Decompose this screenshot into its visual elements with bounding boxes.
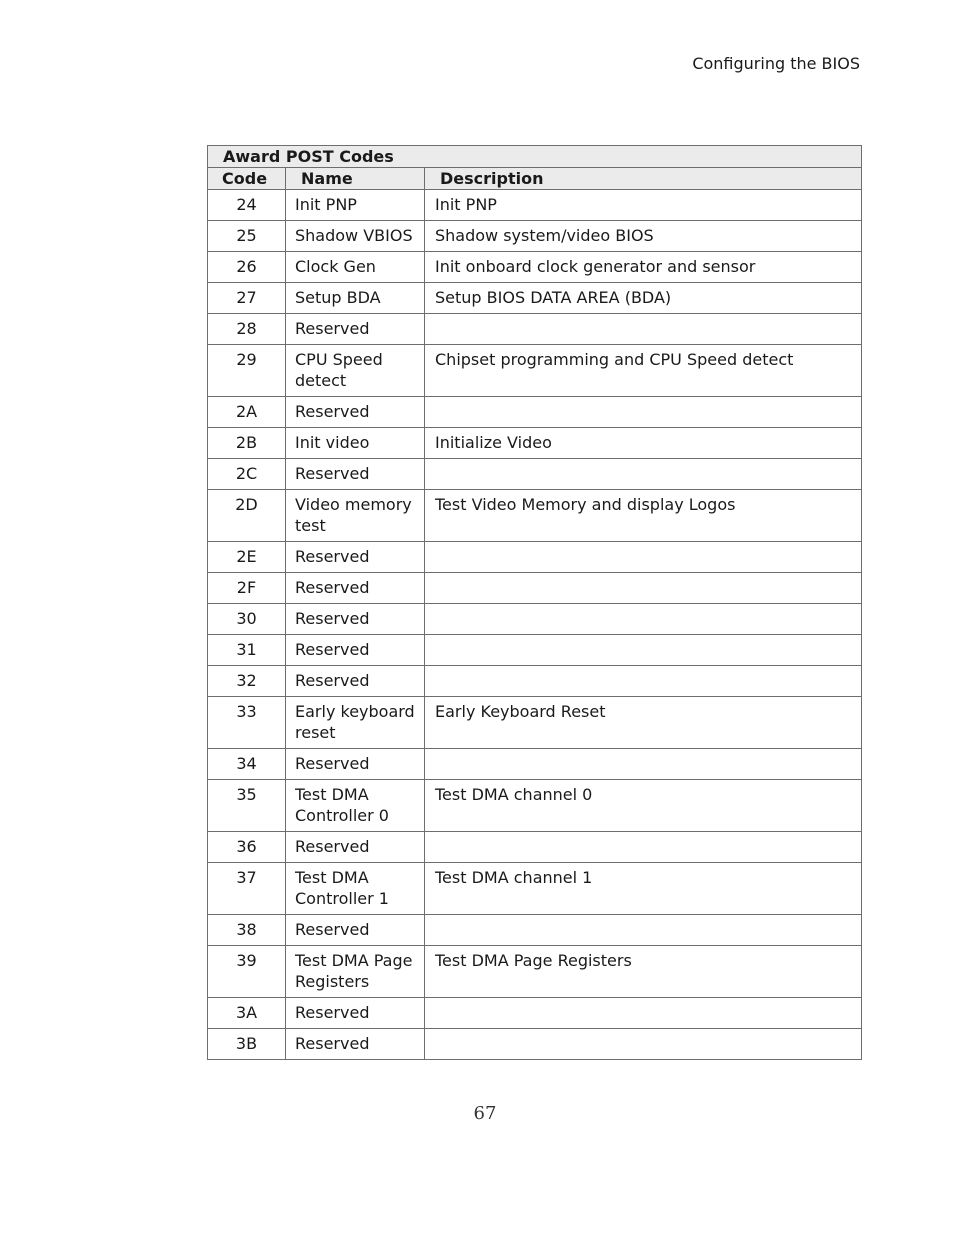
name-cell: Reserved <box>286 1029 425 1060</box>
code-cell: 34 <box>208 749 286 780</box>
name-cell: Test DMA Page Registers <box>286 946 425 998</box>
description-cell <box>425 604 862 635</box>
table-row <box>208 832 862 863</box>
code-cell: 2E <box>208 542 286 573</box>
description-cell: Init PNP <box>425 190 862 221</box>
table-row <box>208 490 862 542</box>
name-cell: Test DMA Controller 1 <box>286 863 425 915</box>
description-cell: Setup BIOS DATA AREA (BDA) <box>425 283 862 314</box>
name-cell: Reserved <box>286 666 425 697</box>
table-row <box>208 221 862 252</box>
name-cell: Early keyboard reset <box>286 697 425 749</box>
code-cell: 32 <box>208 666 286 697</box>
name-cell: Reserved <box>286 832 425 863</box>
description-cell: Initialize Video <box>425 428 862 459</box>
name-cell: Reserved <box>286 998 425 1029</box>
description-cell <box>425 749 862 780</box>
description-cell: Chipset programming and CPU Speed detect <box>425 345 862 397</box>
name-cell: Reserved <box>286 459 425 490</box>
running-header: Configuring the BIOS <box>692 54 860 73</box>
code-cell: 26 <box>208 252 286 283</box>
table-row <box>208 635 862 666</box>
description-cell <box>425 1029 862 1060</box>
table-row <box>208 397 862 428</box>
code-cell: 2F <box>208 573 286 604</box>
code-cell: 2B <box>208 428 286 459</box>
table-row <box>208 283 862 314</box>
code-cell: 28 <box>208 314 286 345</box>
column-header-code: Code <box>208 168 286 190</box>
description-cell <box>425 542 862 573</box>
description-cell: Shadow system/video BIOS <box>425 221 862 252</box>
name-cell: Test DMA Controller 0 <box>286 780 425 832</box>
page-number: 67 <box>473 1103 497 1124</box>
description-cell <box>425 666 862 697</box>
table-row <box>208 542 862 573</box>
code-cell: 2C <box>208 459 286 490</box>
table-row <box>208 749 862 780</box>
code-cell: 2A <box>208 397 286 428</box>
table-row <box>208 1029 862 1060</box>
table-row <box>208 314 862 345</box>
description-cell: Test Video Memory and display Logos <box>425 490 862 542</box>
description-cell: Test DMA Page Registers <box>425 946 862 998</box>
table-row <box>208 915 862 946</box>
code-cell: 35 <box>208 780 286 832</box>
table-row <box>208 780 862 832</box>
table-row <box>208 428 862 459</box>
code-cell: 3A <box>208 998 286 1029</box>
code-cell: 31 <box>208 635 286 666</box>
name-cell: Reserved <box>286 635 425 666</box>
table-row <box>208 604 862 635</box>
table-row <box>208 190 862 221</box>
description-cell <box>425 459 862 490</box>
column-header-name: Name <box>286 168 425 190</box>
table-row <box>208 697 862 749</box>
name-cell: Init PNP <box>286 190 425 221</box>
table-row <box>208 946 862 998</box>
description-cell: Test DMA channel 1 <box>425 863 862 915</box>
description-cell <box>425 832 862 863</box>
name-cell: Init video <box>286 428 425 459</box>
table-row <box>208 573 862 604</box>
table-row <box>208 252 862 283</box>
table-row <box>208 459 862 490</box>
table-header-row <box>208 168 862 190</box>
name-cell: Reserved <box>286 542 425 573</box>
name-cell: Reserved <box>286 604 425 635</box>
column-header-description: Description <box>425 168 862 190</box>
code-cell: 27 <box>208 283 286 314</box>
description-cell <box>425 314 862 345</box>
code-cell: 33 <box>208 697 286 749</box>
description-cell <box>425 397 862 428</box>
code-cell: 37 <box>208 863 286 915</box>
name-cell: Reserved <box>286 314 425 345</box>
code-cell: 25 <box>208 221 286 252</box>
code-cell: 38 <box>208 915 286 946</box>
code-cell: 3B <box>208 1029 286 1060</box>
code-cell: 24 <box>208 190 286 221</box>
name-cell: Shadow VBIOS <box>286 221 425 252</box>
name-cell: CPU Speed detect <box>286 345 425 397</box>
name-cell: Video memory test <box>286 490 425 542</box>
description-cell: Init onboard clock generator and sensor <box>425 252 862 283</box>
code-cell: 39 <box>208 946 286 998</box>
code-cell: 36 <box>208 832 286 863</box>
table-row <box>208 863 862 915</box>
table-caption-row <box>208 146 862 168</box>
table-caption: Award POST Codes <box>208 146 862 168</box>
table-row <box>208 998 862 1029</box>
name-cell: Clock Gen <box>286 252 425 283</box>
description-cell <box>425 573 862 604</box>
description-cell: Test DMA channel 0 <box>425 780 862 832</box>
table-body <box>208 190 862 1060</box>
table-row <box>208 345 862 397</box>
table-row <box>208 666 862 697</box>
name-cell: Reserved <box>286 749 425 780</box>
code-cell: 29 <box>208 345 286 397</box>
name-cell: Reserved <box>286 915 425 946</box>
description-cell: Early Keyboard Reset <box>425 697 862 749</box>
name-cell: Setup BDA <box>286 283 425 314</box>
post-codes-table <box>207 145 862 1060</box>
description-cell <box>425 635 862 666</box>
name-cell: Reserved <box>286 397 425 428</box>
name-cell: Reserved <box>286 573 425 604</box>
description-cell <box>425 915 862 946</box>
code-cell: 2D <box>208 490 286 542</box>
code-cell: 30 <box>208 604 286 635</box>
description-cell <box>425 998 862 1029</box>
